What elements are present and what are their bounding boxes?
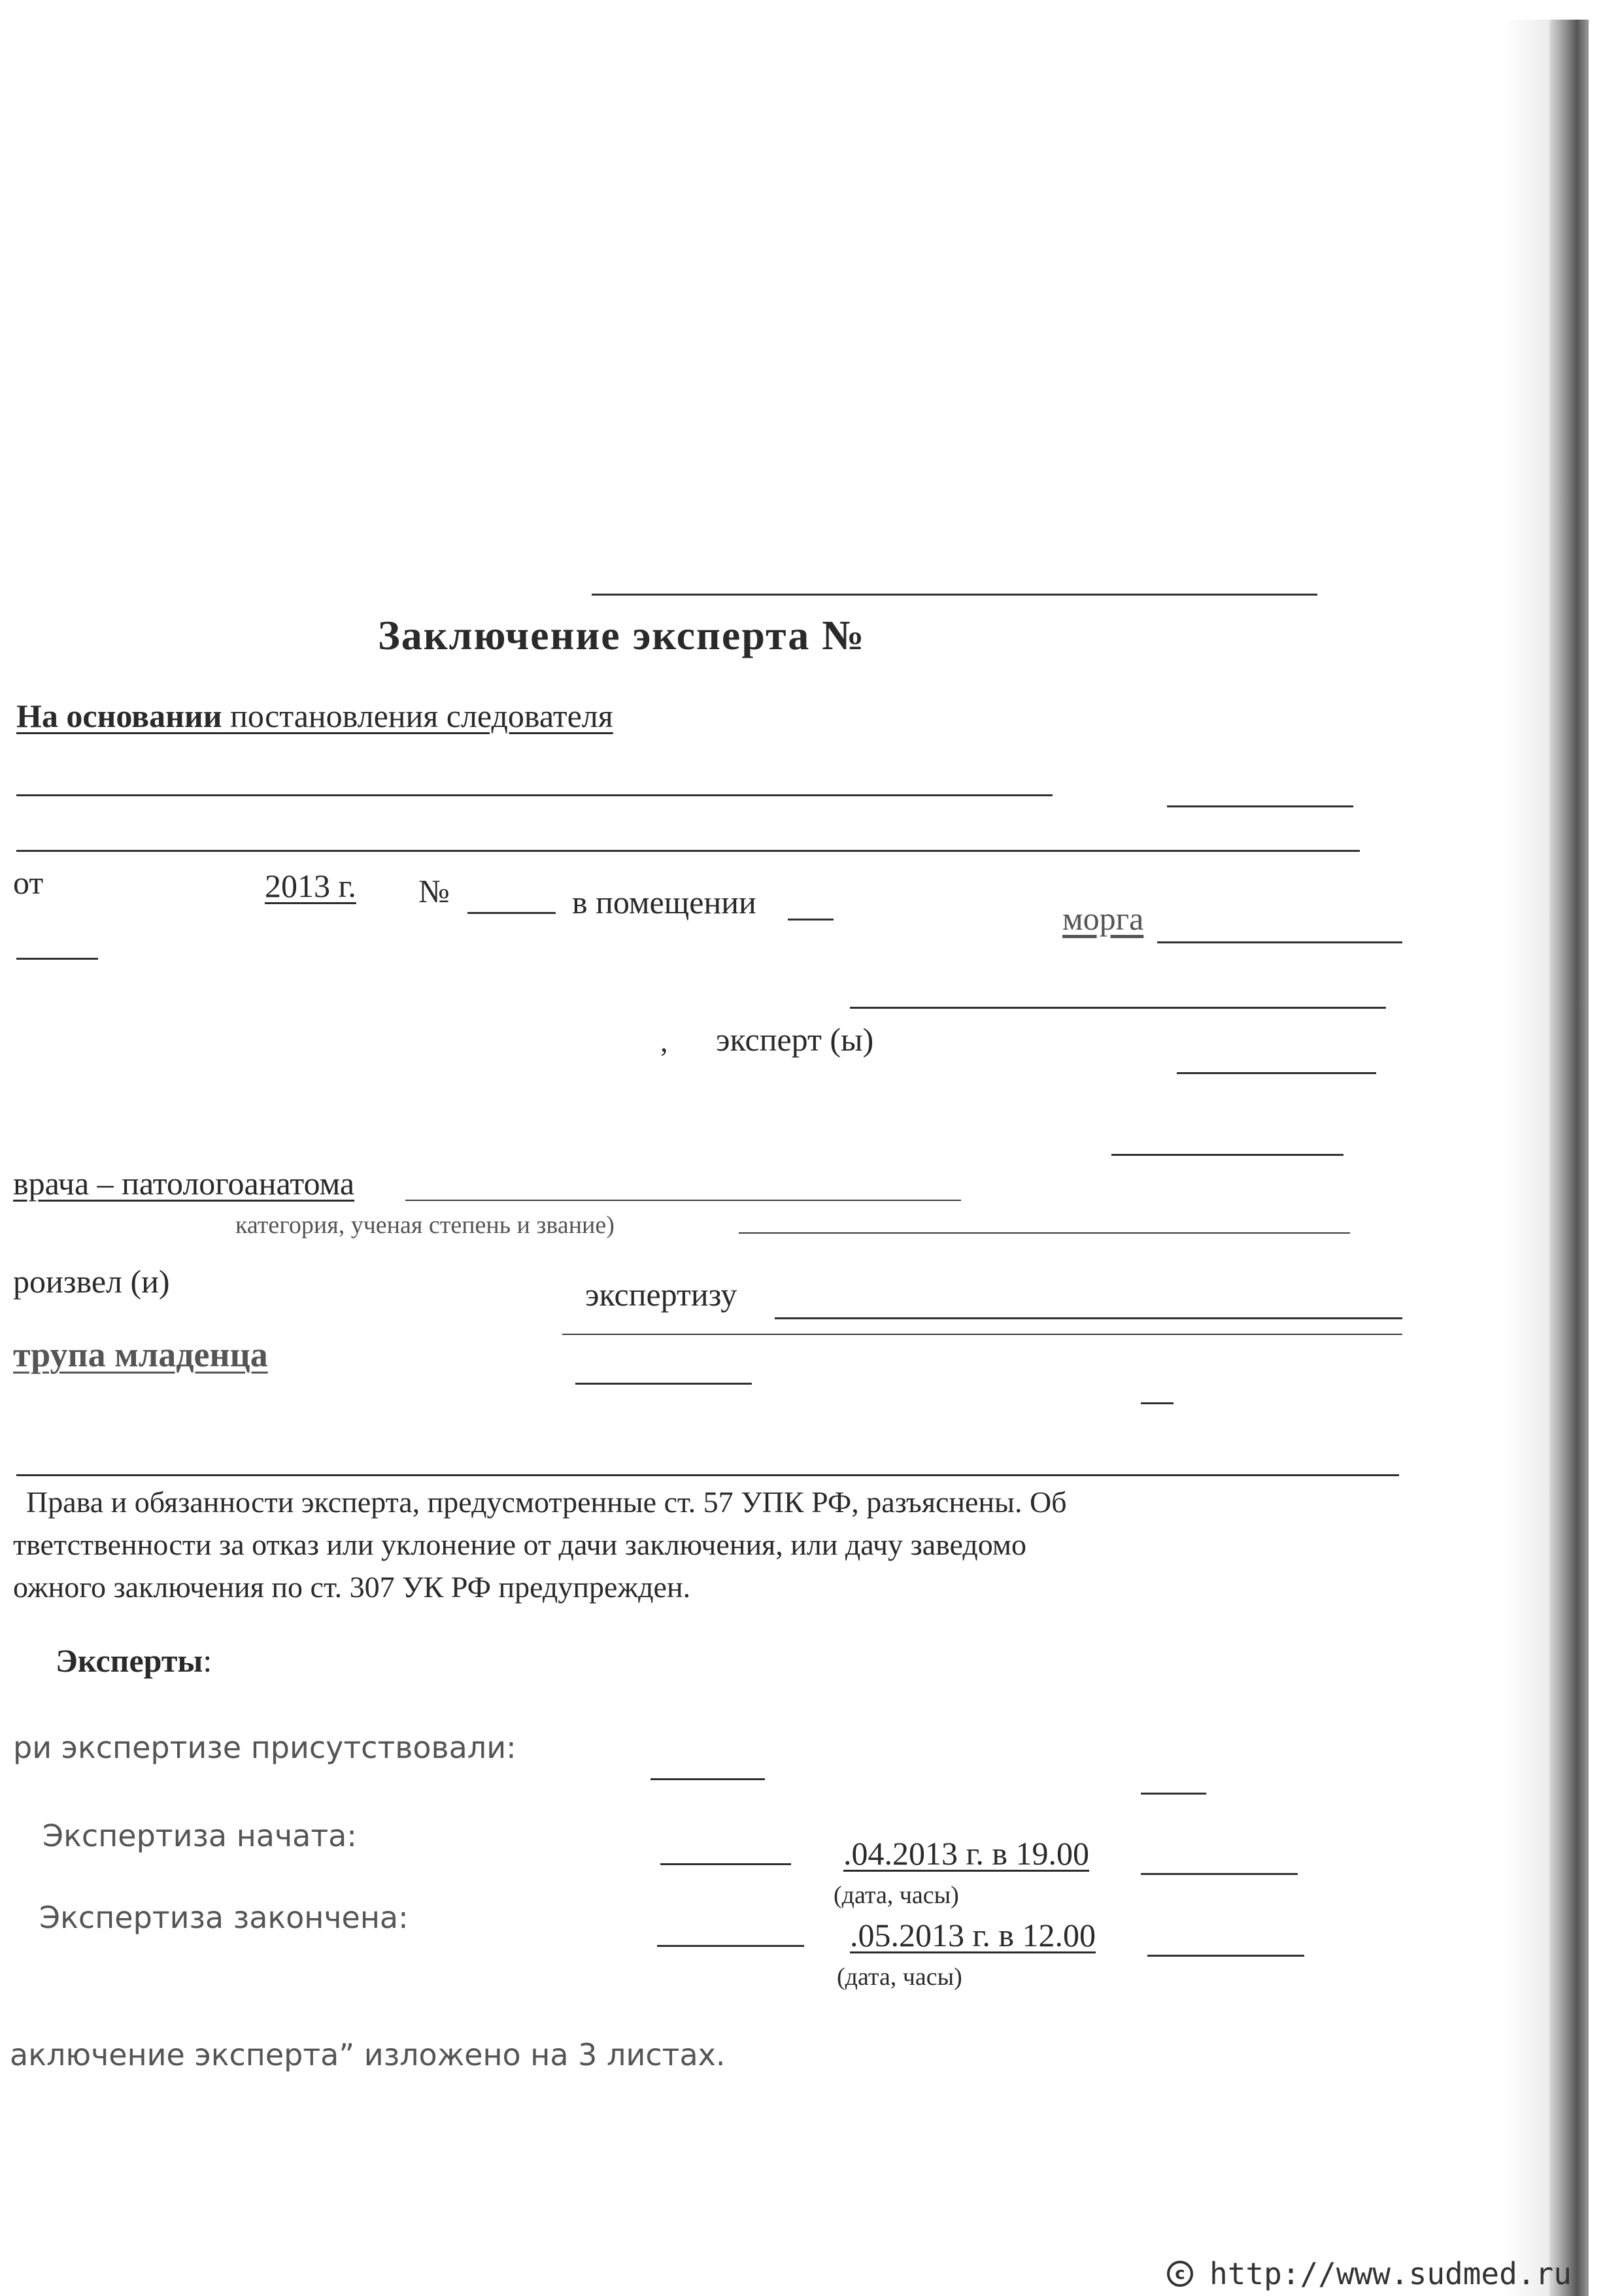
basis-blank-line-3 bbox=[16, 850, 1360, 852]
copyright-icon: c bbox=[1167, 2261, 1193, 2287]
started-caption: (дата, часы) bbox=[834, 1882, 959, 1909]
finished-blank-line bbox=[657, 1945, 804, 1947]
object-blank-line bbox=[575, 1383, 752, 1385]
document-title: Заключение эксперта № bbox=[378, 612, 866, 658]
started-label: Экспертиза начата: bbox=[42, 1818, 357, 1853]
header-blank-line bbox=[592, 594, 1317, 596]
finished-value: .05.2013 г. в 12.00 bbox=[850, 1917, 1096, 1953]
finished-label: Экспертиза закончена: bbox=[39, 1900, 409, 1935]
morgue-label: морга bbox=[1062, 900, 1144, 937]
object-blank-line-3 bbox=[16, 1474, 1399, 1476]
basis-blank-line-1 bbox=[16, 794, 1053, 796]
experts-label bbox=[56, 1644, 212, 1677]
object-text: трупа младенца bbox=[13, 1335, 268, 1374]
premises-blank-line bbox=[788, 919, 834, 920]
morgue-blank-line bbox=[1157, 941, 1402, 943]
started-value-blank-line bbox=[1141, 1873, 1298, 1875]
basis-bold: На основании bbox=[16, 698, 222, 734]
experts-label-text: Эксперты bbox=[56, 1642, 203, 1679]
rights-line-1: Права и обязанности эксперта, предусмотренные ст. 57 УПК РФ, разъяснены. Об bbox=[26, 1485, 1067, 1519]
page-edge-shade bbox=[1504, 20, 1549, 2296]
premises-label: в помещении bbox=[572, 884, 756, 920]
rights-line-3: ожного заключения по ст. 307 УК РФ предупрежден. bbox=[13, 1570, 691, 1604]
expertise-blank-line bbox=[775, 1317, 1402, 1319]
rights-line-2: тветственности за отказ или уклонение от дачи заключения, или дачу заведомо bbox=[13, 1528, 1027, 1561]
page-edge-shadow bbox=[1549, 20, 1589, 2296]
started-blank-line bbox=[660, 1863, 791, 1865]
number-blank-line bbox=[467, 912, 556, 914]
present-label: ри экспертизе присутствовали: bbox=[13, 1730, 516, 1765]
expert-blank-line-top bbox=[850, 1007, 1386, 1009]
basis-blank-line-2 bbox=[1167, 805, 1353, 807]
performed-label: роизвел (и) bbox=[13, 1263, 170, 1300]
basis-line bbox=[16, 700, 613, 732]
expert-blank-line-right-2 bbox=[1111, 1154, 1343, 1156]
expert-comma: , bbox=[660, 1024, 668, 1058]
expertise-label: экспертизу bbox=[585, 1276, 737, 1313]
basis-rest: постановления следователя bbox=[222, 698, 613, 734]
present-blank-line-1 bbox=[650, 1778, 765, 1780]
doctor-blank-line bbox=[405, 1200, 961, 1201]
object-blank-line-2 bbox=[1141, 1402, 1174, 1404]
finished-value-blank-line bbox=[1147, 1955, 1304, 1957]
continuation-blank-line bbox=[16, 958, 98, 960]
expert-blank-line-right bbox=[1177, 1072, 1376, 1074]
present-blank-line-2 bbox=[1141, 1793, 1206, 1795]
from-label: от bbox=[13, 864, 44, 901]
from-year: 2013 г. bbox=[265, 868, 356, 904]
expertise-blank-line-2 bbox=[562, 1334, 1402, 1335]
number-sign: № bbox=[418, 873, 450, 909]
category-blank-line bbox=[739, 1232, 1350, 1234]
category-caption: категория, ученая степень и звание) bbox=[235, 1211, 615, 1239]
started-value: .04.2013 г. в 19.00 bbox=[843, 1835, 1089, 1872]
sheets-text: аключение эксперта” изложено на 3 листах. bbox=[10, 2037, 726, 2072]
expert-label: эксперт (ы) bbox=[716, 1021, 874, 1058]
watermark-url: http://www.sudmed.ru bbox=[1209, 2256, 1572, 2291]
finished-caption: (дата, часы) bbox=[837, 1963, 962, 1991]
doctor-line: врача – патологоанатома bbox=[13, 1165, 355, 1202]
experts-colon: : bbox=[203, 1642, 212, 1679]
